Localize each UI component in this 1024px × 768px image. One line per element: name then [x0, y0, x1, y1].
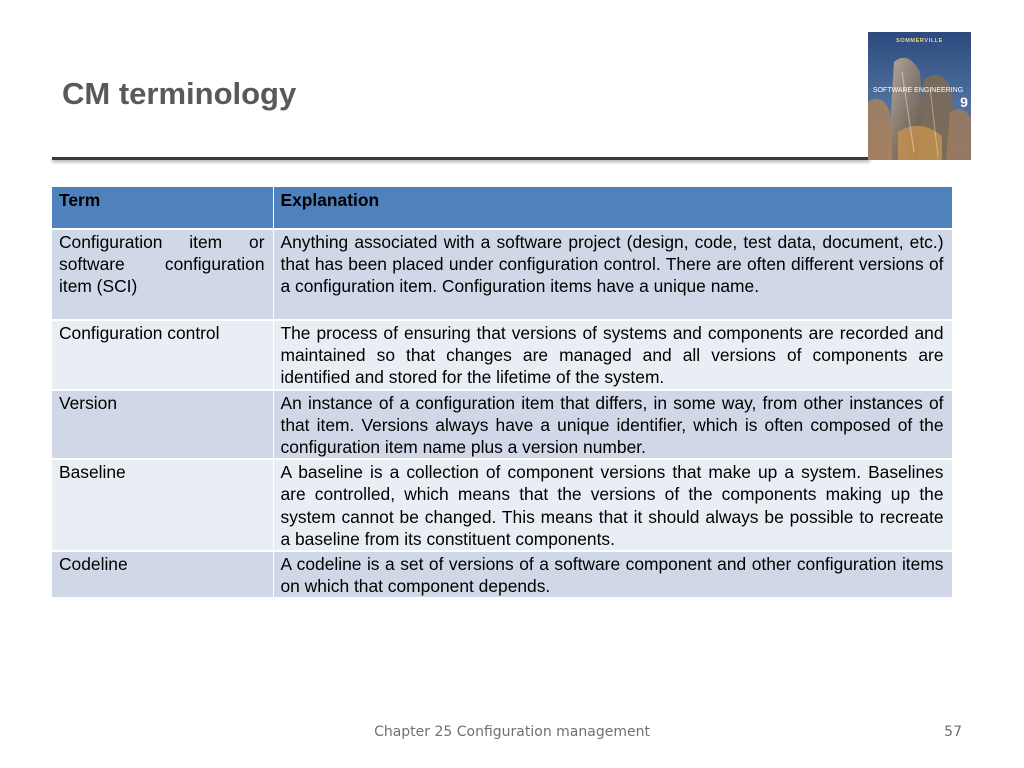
table-row [52, 551, 952, 597]
page-number: 57 [944, 724, 962, 740]
table-row [52, 459, 952, 551]
table-row [52, 390, 952, 460]
table-row [52, 229, 952, 320]
table-header-row [52, 187, 952, 229]
table-row [52, 320, 952, 390]
explanation-cell: An instance of a configuration item that differs, in some way, from other instances of that item. Versions always have a unique identifier, which is often composed of the configuration item name plus a version number. [273, 390, 952, 460]
term-cell: Configuration control [52, 320, 273, 390]
term-cell: Codeline [52, 551, 273, 597]
explanation-column-header: Explanation [273, 187, 952, 229]
explanation-cell: A codeline is a set of versions of a software component and other configuration items on which that component depends. [273, 551, 952, 597]
term-cell: Version [52, 390, 273, 460]
slide-title: CM terminology [62, 76, 297, 111]
book-cover-image [868, 32, 971, 160]
explanation-cell: Anything associated with a software project (design, code, test data, document, etc.) that has been placed under configuration control. There are often different versions of a configuration item. Configuration items have a unique name. [273, 229, 952, 320]
explanation-cell: A baseline is a collection of component versions that make up a system. Baselines are controlled, which means that the versions of the components making up the system cannot be changed. This means that it should always be possible to recreate a baseline from its constituent components. [273, 459, 952, 551]
term-column-header: Term [52, 187, 273, 229]
footer-chapter-title: Chapter 25 Configuration management [374, 724, 650, 740]
book-edition-text: 9 [960, 94, 968, 110]
book-author-text: SOMMERVILLE [896, 38, 943, 44]
term-cell: Configuration item or software configuration item (SCI) [52, 229, 273, 320]
terminology-table [52, 187, 953, 597]
book-title-text: SOFTWARE ENGINEERING [872, 87, 964, 94]
title-divider [52, 157, 870, 160]
explanation-cell: The process of ensuring that versions of systems and components are recorded and maintained so that changes are managed and all versions of components are identified and stored for the lifetime of the system. [273, 320, 952, 390]
term-cell: Baseline [52, 459, 273, 551]
